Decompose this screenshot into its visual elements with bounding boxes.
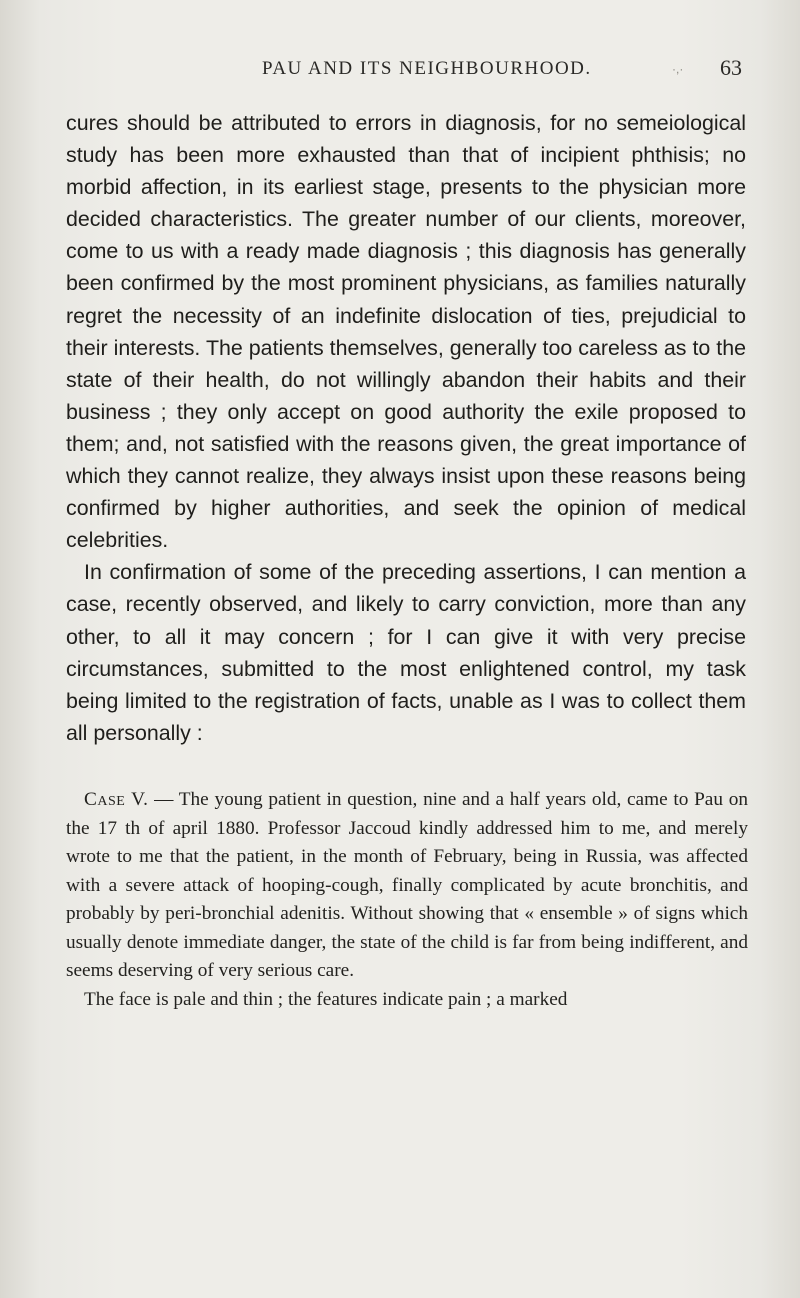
paragraph-2: In confirmation of some of the preceding assertions, I can mention a case, recently observed, and likely to carry conviction, more than any other, to all it may concern ; for I can give it with very precise circumstances, submitted to the most enlightened control, my task being limited to the registration of facts, unable as I was to collect them all personally :: [66, 560, 746, 745]
case-label: Case V.: [84, 789, 149, 810]
running-head: [0, 55, 800, 88]
case-paragraph-2: The face is pale and thin ; the features indicate pain ; a marked: [84, 988, 568, 1010]
print-speck: ·,·: [672, 62, 684, 76]
paragraph-1: cures should be attributed to errors in diagnosis, for no semeiological study has been more exhausted than that of incipient phthisis; no morbid affection, in its earliest stage, presents to the physician more decided characteristics. The greater number of our clients, moreover, come to us with a ready made diagnosis ; this diagnosis has generally been confirmed by the most prominent physicians, as families naturally regret the necessity of an indefinite dislocation of ties, prejudicial to their interests. The patients themselves, generally too careless as to the state of their health, do not willingly abandon their habits and their business ; they only accept on good authority the exile proposed to them; and, not satisfied with the reasons given, the great importance of which they cannot realize, they always insist upon these reasons being confirmed by higher authorities, and seek the opinion of medical celebrities.: [66, 111, 746, 553]
case-paragraph-1-text: — The young patient in question, nine and a half years old, came to Pau on the 17 th of april 1880. Professor Jaccoud kindly addressed him to me, and merely wrote to me that the patient, in the month of February, being in Russia, was affected with a severe attack of hooping-cough, finally complicated by acute bronchitis, and probably by peri-bronchial adenitis. Without showing that « ensemble » of signs which usually denote immediate danger, the state of the child is far from being indifferent, and seems deserving of very serious care.: [66, 789, 748, 981]
page-number: 63: [720, 55, 742, 80]
case-report: [66, 786, 748, 1014]
main-text: [66, 107, 746, 749]
running-title: PAU AND ITS NEIGHBOURHOOD.: [262, 58, 592, 79]
case-paragraph-1: [66, 786, 748, 986]
